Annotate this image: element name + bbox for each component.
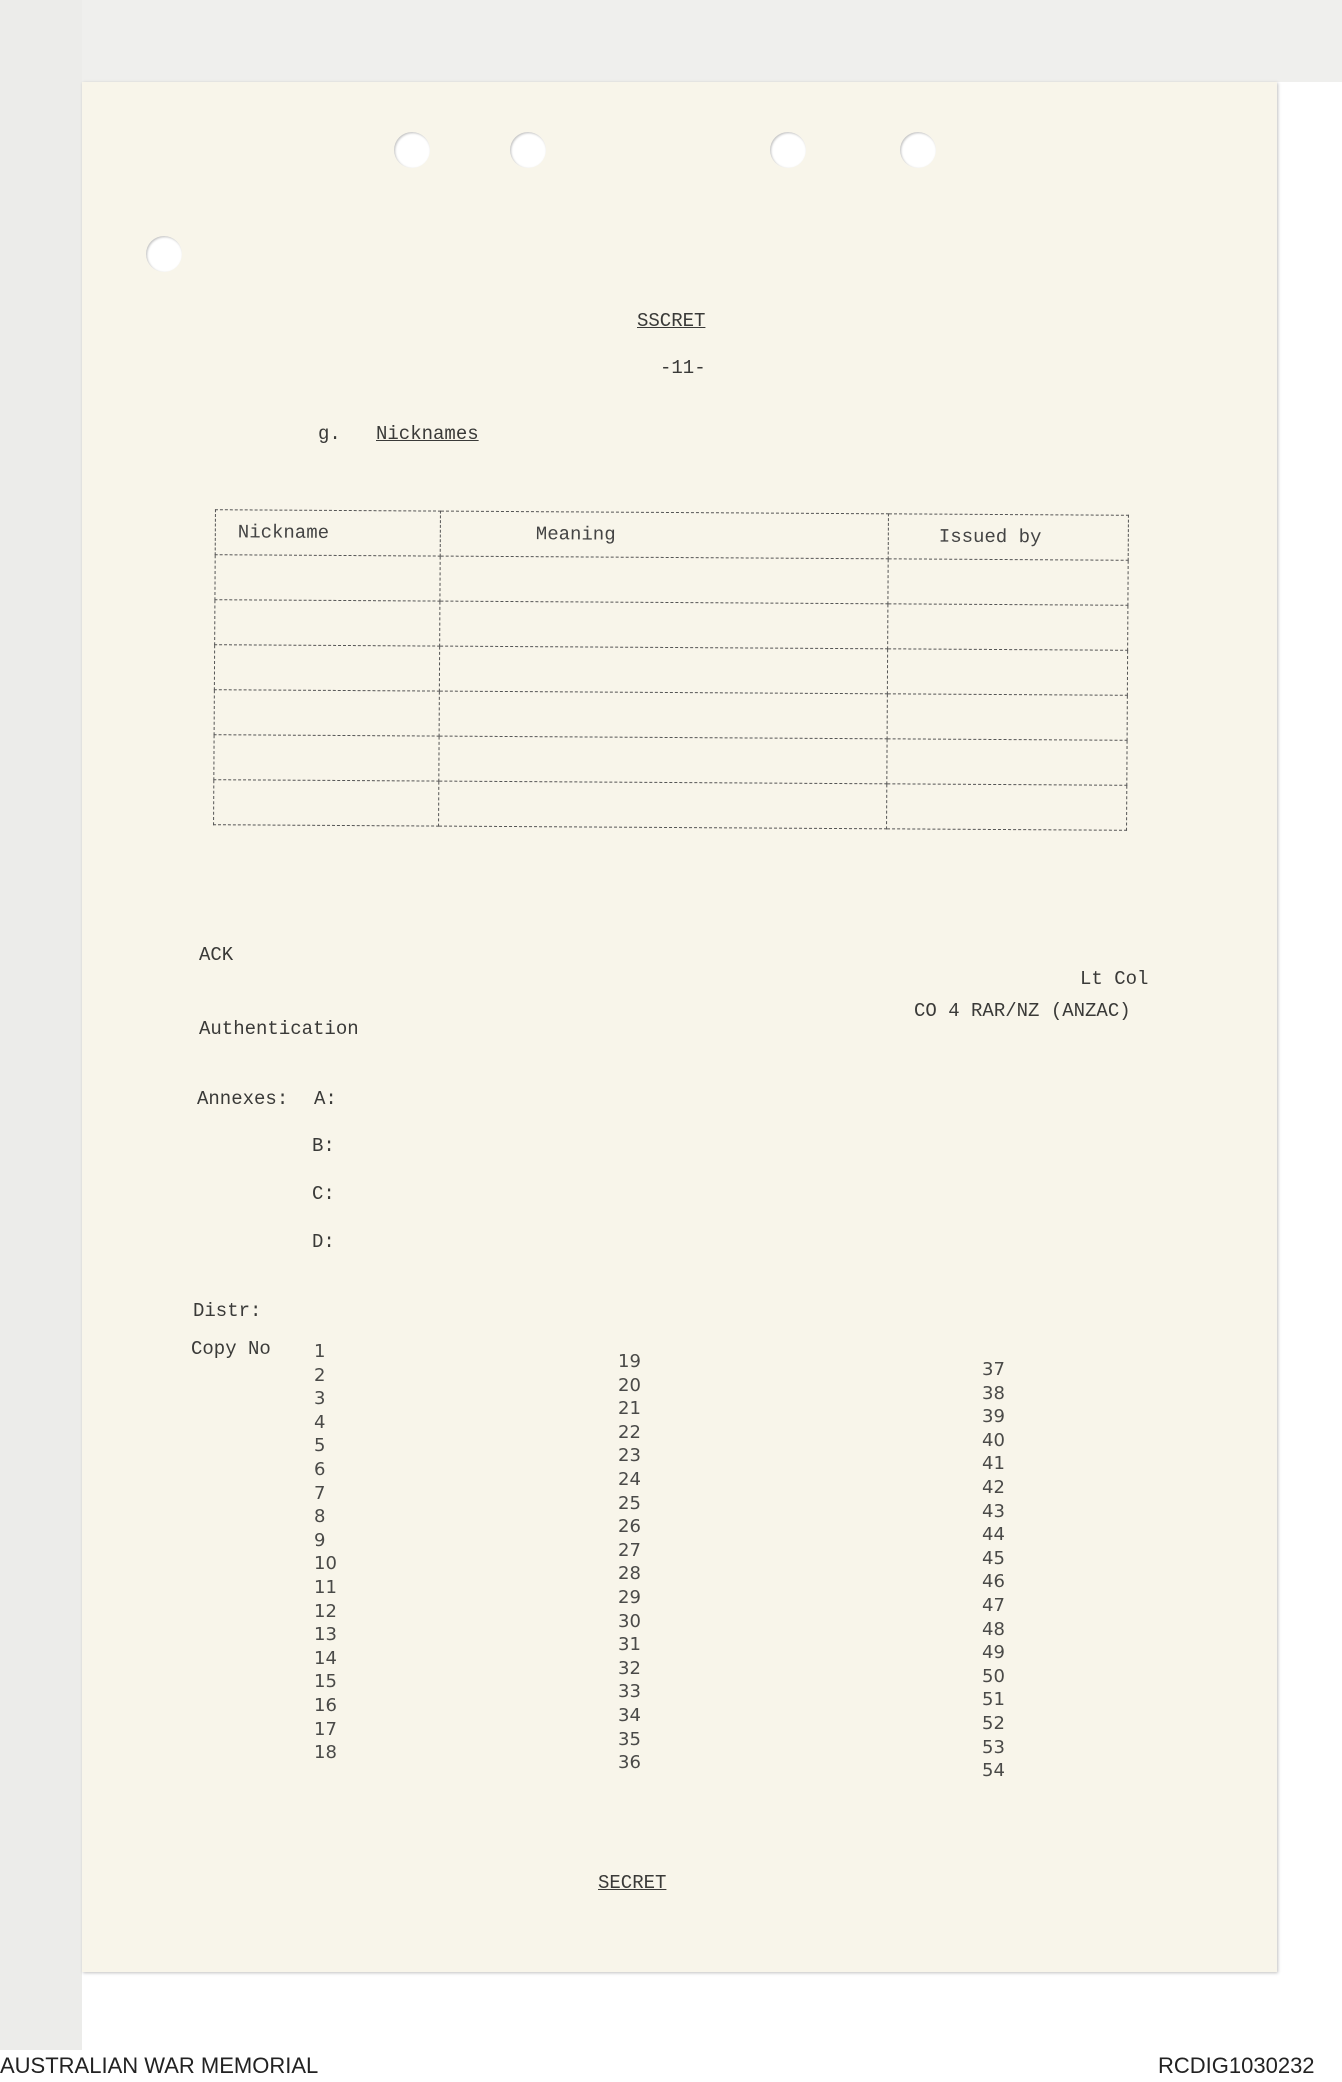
distribution-label: Distr: xyxy=(193,1300,262,1322)
copy-number: 52 xyxy=(982,1712,1005,1734)
copy-number: 21 xyxy=(618,1398,641,1420)
table-row xyxy=(214,780,1127,831)
copy-number: 54 xyxy=(982,1760,1005,1782)
annex-item: D: xyxy=(312,1231,335,1253)
table-header-row xyxy=(215,510,1128,561)
table-cell xyxy=(440,601,888,649)
copy-number: 4 xyxy=(314,1411,326,1433)
copy-number: 10 xyxy=(314,1553,337,1575)
nicknames-table xyxy=(213,509,1129,831)
copy-number: 15 xyxy=(314,1671,337,1693)
copy-number: 45 xyxy=(982,1547,1005,1569)
copy-number: 14 xyxy=(314,1647,337,1669)
table-cell xyxy=(887,739,1127,785)
copy-number: 34 xyxy=(618,1704,641,1726)
table-cell xyxy=(214,780,439,826)
copy-number: 2 xyxy=(314,1364,326,1386)
table-cell xyxy=(887,784,1127,830)
punch-hole xyxy=(510,132,546,168)
copy-number: 9 xyxy=(314,1529,326,1551)
table-cell xyxy=(439,691,887,739)
copy-number: 48 xyxy=(982,1618,1005,1640)
copy-number: 40 xyxy=(982,1429,1005,1451)
copy-number: 16 xyxy=(314,1694,337,1716)
punch-hole xyxy=(146,236,182,272)
copy-number: 8 xyxy=(314,1506,326,1528)
table-cell xyxy=(888,559,1128,605)
copy-number: 28 xyxy=(618,1563,641,1585)
header-classification: SSCRET xyxy=(637,310,706,332)
punch-hole xyxy=(394,132,430,168)
column-header-nickname: Nickname xyxy=(215,510,440,556)
copy-number: 5 xyxy=(314,1435,326,1457)
copy-number: 46 xyxy=(982,1571,1005,1593)
copy-number: 17 xyxy=(314,1718,337,1740)
annex-item: A: xyxy=(314,1088,337,1110)
table-cell xyxy=(439,781,887,829)
table-cell xyxy=(214,735,439,781)
copy-number: 49 xyxy=(982,1642,1005,1664)
copy-number: 22 xyxy=(618,1421,641,1443)
copy-number: 7 xyxy=(314,1482,326,1504)
copy-number: 39 xyxy=(982,1406,1005,1428)
copy-number: 25 xyxy=(618,1492,641,1514)
copy-number: 32 xyxy=(618,1657,641,1679)
column-header-issued-by: Issued by xyxy=(888,514,1128,560)
annex-item: B: xyxy=(312,1135,335,1157)
annexes-label: Annexes: xyxy=(197,1088,289,1110)
table-cell xyxy=(439,646,887,694)
copy-number: 44 xyxy=(982,1524,1005,1546)
scan-background-top xyxy=(0,0,1342,82)
copy-number: 51 xyxy=(982,1689,1005,1711)
copy-number: 19 xyxy=(618,1351,641,1372)
copy-number: 38 xyxy=(982,1382,1005,1404)
table-row xyxy=(214,690,1127,741)
copy-number: 6 xyxy=(314,1458,326,1480)
copy-number: 24 xyxy=(618,1468,641,1490)
copy-number: 29 xyxy=(618,1586,641,1608)
section-letter: g. xyxy=(318,423,341,445)
copy-numbers-column-1 xyxy=(314,1340,337,1765)
copy-number: 33 xyxy=(618,1681,641,1703)
copy-number: 27 xyxy=(618,1539,641,1561)
copy-number: 35 xyxy=(618,1728,641,1750)
table-cell xyxy=(214,690,439,736)
copy-number: 42 xyxy=(982,1476,1005,1498)
copy-number: 3 xyxy=(314,1388,326,1410)
punch-hole xyxy=(770,132,806,168)
table-row xyxy=(214,735,1127,786)
footer-classification: SECRET xyxy=(598,1872,667,1894)
copy-number: 26 xyxy=(618,1516,641,1538)
authentication-label: Authentication xyxy=(199,1018,359,1040)
punch-hole xyxy=(900,132,936,168)
copy-number-label: Copy No xyxy=(191,1338,271,1360)
copy-number: 13 xyxy=(314,1624,337,1646)
copy-number: 11 xyxy=(314,1576,337,1598)
copy-number: 53 xyxy=(982,1736,1005,1758)
table-cell xyxy=(440,556,888,604)
signature-unit: CO 4 RAR/NZ (ANZAC) xyxy=(914,1000,1131,1022)
copy-number: 12 xyxy=(314,1600,337,1622)
section-title: Nicknames xyxy=(376,423,479,445)
column-header-meaning: Meaning xyxy=(440,511,888,559)
copy-numbers-column-2 xyxy=(618,1350,641,1775)
table-cell xyxy=(887,649,1127,695)
archive-id: RCDIG1030232 xyxy=(1158,2053,1315,2078)
table-cell xyxy=(887,694,1127,740)
ack-label: ACK xyxy=(199,944,234,966)
copy-number: 1 xyxy=(314,1341,326,1362)
table-cell xyxy=(439,736,887,784)
copy-number: 47 xyxy=(982,1594,1005,1616)
copy-number: 20 xyxy=(618,1374,641,1396)
table-cell xyxy=(214,645,439,691)
table-row xyxy=(215,600,1128,651)
signature-rank: Lt Col xyxy=(1080,968,1149,990)
table-cell xyxy=(215,600,440,646)
copy-number: 43 xyxy=(982,1500,1005,1522)
annex-item: C: xyxy=(312,1183,335,1205)
table-row xyxy=(215,555,1128,606)
copy-numbers-column-3 xyxy=(982,1358,1005,1783)
copy-number: 30 xyxy=(618,1610,641,1632)
copy-number: 41 xyxy=(982,1453,1005,1475)
copy-number: 18 xyxy=(314,1742,337,1764)
copy-number: 23 xyxy=(618,1445,641,1467)
copy-number: 36 xyxy=(618,1752,641,1774)
table-row xyxy=(214,645,1127,696)
copy-number: 31 xyxy=(618,1634,641,1656)
table-cell xyxy=(215,555,440,601)
table-cell xyxy=(888,604,1128,650)
copy-number: 50 xyxy=(982,1665,1005,1687)
archive-credit: AUSTRALIAN WAR MEMORIAL xyxy=(0,2053,319,2078)
scan-background-left xyxy=(0,0,82,2050)
page-number: -11- xyxy=(660,357,706,379)
copy-number: 37 xyxy=(982,1359,1005,1380)
